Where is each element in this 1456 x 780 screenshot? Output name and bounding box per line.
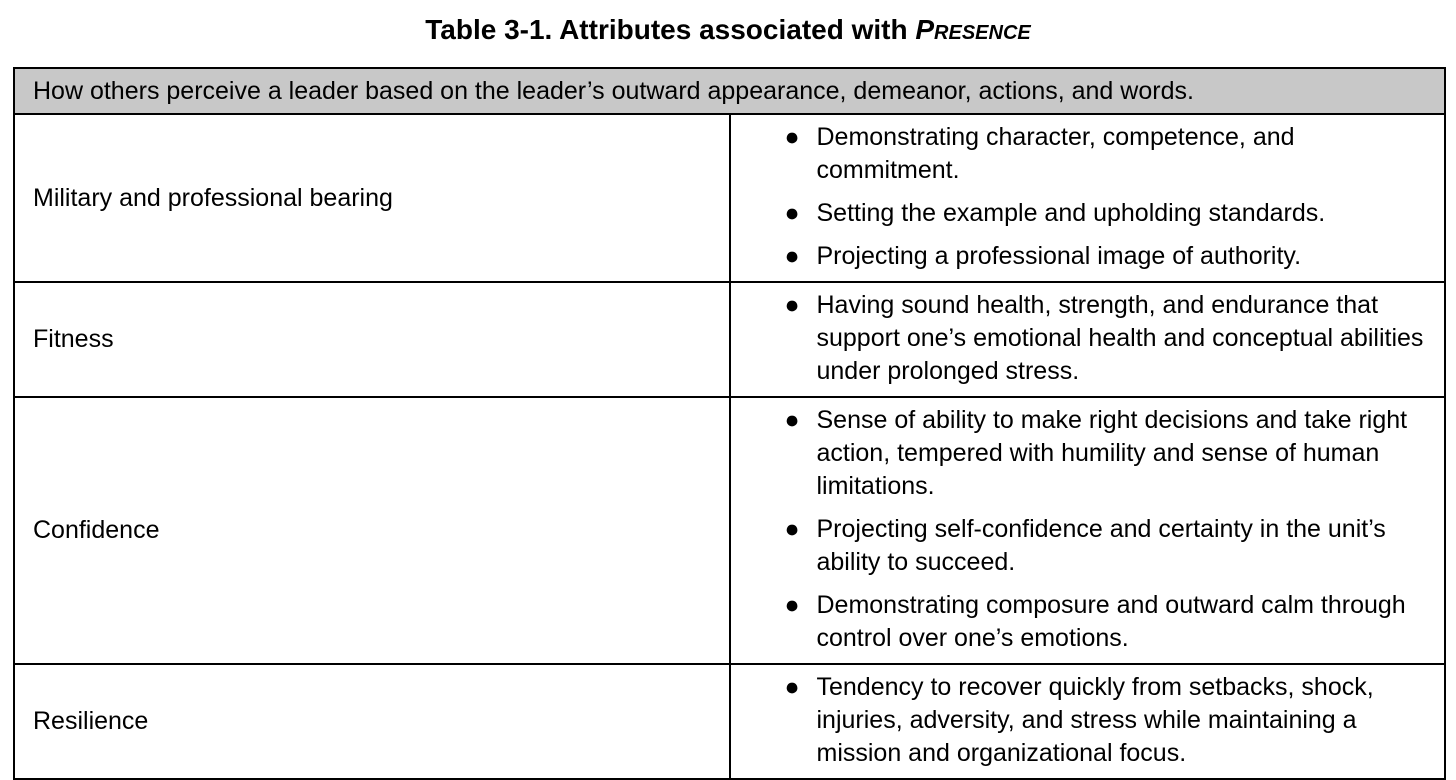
bullet-text: Projecting a professional image of authority. xyxy=(816,242,1302,270)
bullet-text: Setting the example and upholding standards. xyxy=(816,199,1326,227)
attribute-description xyxy=(730,397,1446,664)
attribute-description xyxy=(730,114,1446,282)
bullet-icon: ● xyxy=(784,515,800,543)
bullet-text: Demonstrating character, competence, and commitment. xyxy=(816,123,1295,184)
bullet-list xyxy=(731,398,1445,663)
attribute-name: Resilience xyxy=(14,664,730,779)
bullet-icon: ● xyxy=(784,673,800,701)
bullet-item xyxy=(784,589,1445,655)
bullet-item xyxy=(784,513,1445,579)
table-row xyxy=(14,114,1445,282)
table-title-prefix: Table 3-1. Attributes associated with xyxy=(425,14,916,45)
bullet-item xyxy=(784,671,1445,770)
table-title-emphasis: Presence xyxy=(915,14,1031,45)
bullet-item xyxy=(784,240,1445,273)
attribute-description xyxy=(730,282,1446,397)
bullet-text: Sense of ability to make right decisions and take right action, tempered with humility and sense of human limitations. xyxy=(816,406,1408,500)
bullet-icon: ● xyxy=(784,406,800,434)
bullet-item xyxy=(784,197,1445,230)
table-header-cell: How others perceive a leader based on the leader’s outward appearance, demeanor, actions, and words. xyxy=(14,68,1445,114)
bullet-item xyxy=(784,289,1445,388)
bullet-icon: ● xyxy=(784,242,800,270)
bullet-icon: ● xyxy=(784,199,800,227)
bullet-text: Demonstrating composure and outward calm through control over one’s emotions. xyxy=(816,591,1406,652)
bullet-text: Having sound health, strength, and endurance that support one’s emotional health and conceptual abilities under prolonged stress. xyxy=(816,291,1424,385)
attribute-name: Confidence xyxy=(14,397,730,664)
bullet-item xyxy=(784,404,1445,503)
bullet-icon: ● xyxy=(784,291,800,319)
bullet-text: Tendency to recover quickly from setbacks, shock, injuries, adversity, and stress while maintaining a mission and organizational focus. xyxy=(816,673,1374,767)
attribute-name: Fitness xyxy=(14,282,730,397)
attribute-description xyxy=(730,664,1446,779)
attributes-table xyxy=(13,67,1446,780)
bullet-icon: ● xyxy=(784,591,800,619)
bullet-item xyxy=(784,121,1445,187)
table-row xyxy=(14,282,1445,397)
table-row xyxy=(14,664,1445,779)
bullet-list xyxy=(731,115,1445,281)
table-header-row xyxy=(14,68,1445,114)
bullet-list xyxy=(731,283,1445,396)
table-title xyxy=(0,10,1456,50)
bullet-text: Projecting self-confidence and certainty in the unit’s ability to succeed. xyxy=(816,515,1386,576)
table-row xyxy=(14,397,1445,664)
attribute-name: Military and professional bearing xyxy=(14,114,730,282)
bullet-icon: ● xyxy=(784,123,800,151)
bullet-list xyxy=(731,665,1445,778)
